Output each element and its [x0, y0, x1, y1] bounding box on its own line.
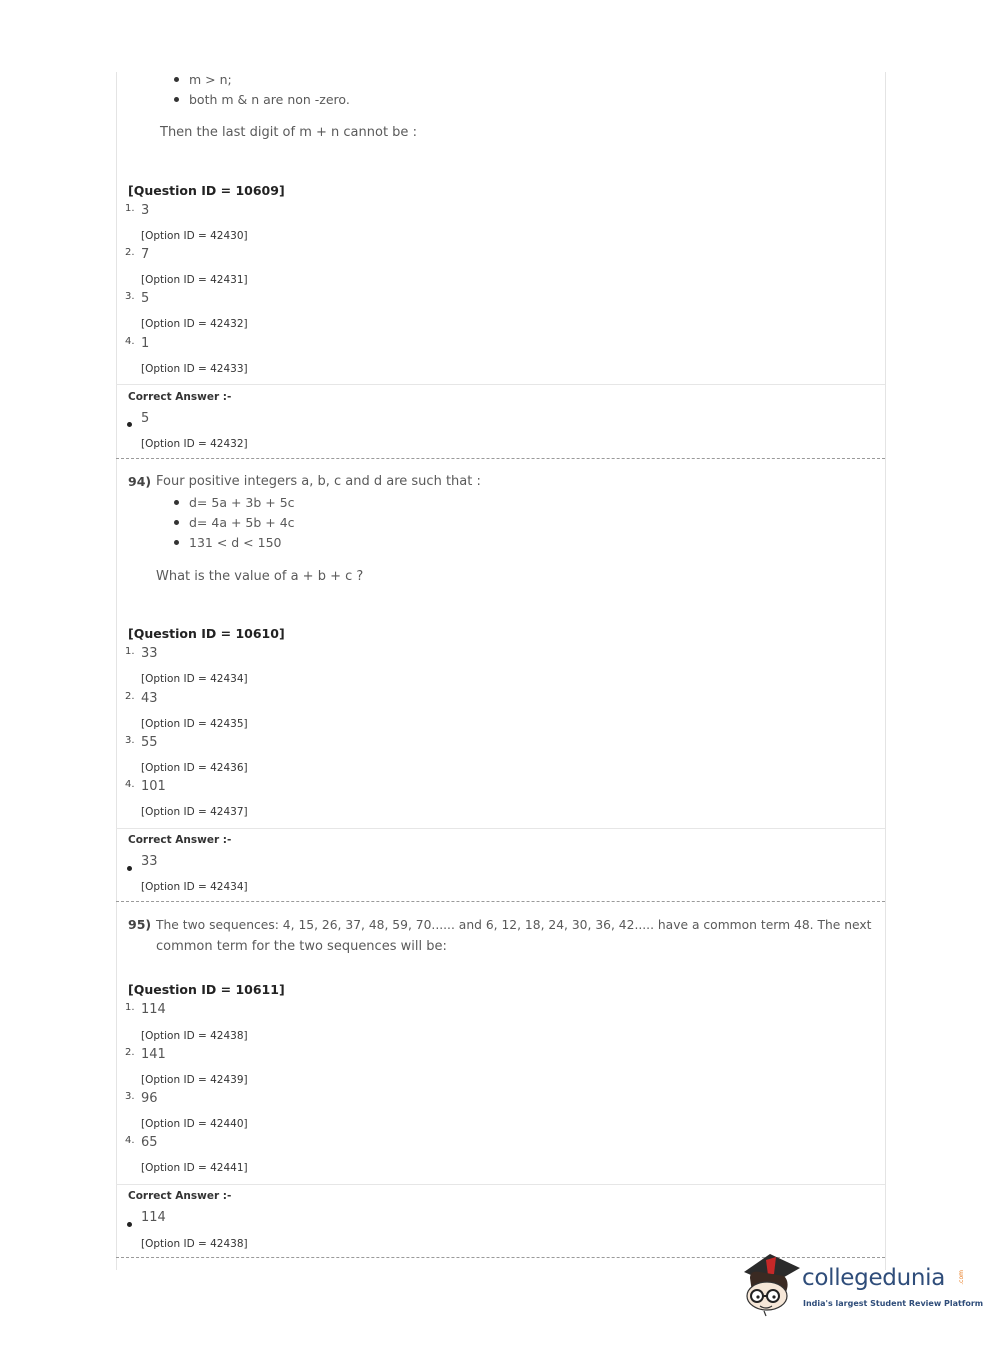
question-stem: The two sequences: 4, 15, 26, 37, 48, 59, 70...... and 6, 12, 18, 24, 30, 36, 42..... have a common term 48. The next [156, 918, 872, 932]
option-id: [Option ID = 42431] [141, 274, 248, 286]
option-value: 3 [141, 203, 150, 218]
option-number: 3. [125, 735, 135, 746]
option-id: [Option ID = 42441] [141, 1162, 248, 1174]
correct-answer-value: 33 [141, 854, 158, 869]
option-number: 4. [125, 779, 135, 790]
bullet-text: m > n; [189, 72, 232, 87]
option-number: 1. [125, 646, 135, 657]
answer-dot [127, 856, 132, 875]
option-number: 3. [125, 291, 135, 302]
option-number: 4. [125, 336, 135, 347]
option-number: 1. [125, 1002, 135, 1013]
correct-answer-value: 5 [141, 411, 150, 426]
question-stem-continued: common term for the two sequences will be: [156, 939, 447, 954]
option-id: [Option ID = 42432] [141, 318, 248, 330]
bullet-item [174, 72, 232, 87]
option-number: 2. [125, 1047, 135, 1058]
option-value: 1 [141, 336, 150, 351]
correct-answer-value: 114 [141, 1210, 166, 1225]
bullet-item [174, 515, 295, 530]
option-id: [Option ID = 42439] [141, 1074, 248, 1086]
question-id: [Question ID = 10611] [128, 982, 285, 997]
correct-option-id: [Option ID = 42432] [141, 438, 248, 450]
option-number: 1. [125, 203, 135, 214]
question-text: Then the last digit of m + n cannot be : [160, 125, 417, 140]
correct-answer-label: Correct Answer :- [128, 391, 232, 403]
bullet-item [174, 495, 295, 510]
option-value: 141 [141, 1047, 166, 1062]
bullet-dot [174, 540, 179, 545]
option-value: 96 [141, 1091, 158, 1106]
bullet-text: d= 5a + 3b + 5c [189, 495, 295, 510]
bullet-text: d= 4a + 5b + 4c [189, 515, 295, 530]
option-id: [Option ID = 42433] [141, 363, 248, 375]
question-separator [116, 901, 885, 902]
correct-answer-label: Correct Answer :- [128, 1190, 232, 1202]
question-separator [116, 458, 885, 459]
option-id: [Option ID = 42437] [141, 806, 248, 818]
bullet-text: 131 < d < 150 [189, 535, 282, 550]
correct-option-id: [Option ID = 42438] [141, 1238, 248, 1250]
option-id: [Option ID = 42440] [141, 1118, 248, 1130]
correct-option-id: [Option ID = 42434] [141, 881, 248, 893]
option-id: [Option ID = 42436] [141, 762, 248, 774]
question-number: 95) [128, 917, 152, 932]
bullet-dot [174, 97, 179, 102]
option-id: [Option ID = 42435] [141, 718, 248, 730]
option-id: [Option ID = 42434] [141, 673, 248, 685]
option-value: 101 [141, 779, 166, 794]
logo-tagline: India's largest Student Review Platform [803, 1299, 984, 1308]
answer-dot [127, 412, 132, 431]
option-value: 114 [141, 1002, 166, 1017]
bullet-dot [174, 500, 179, 505]
correct-answer-label: Correct Answer :- [128, 834, 232, 846]
question-text: What is the value of a + b + c ? [156, 569, 364, 584]
logo-wordmark: collegedunia [802, 1265, 946, 1291]
divider [116, 384, 885, 385]
question-id: [Question ID = 10610] [128, 626, 285, 641]
document-frame [116, 72, 886, 1270]
divider [116, 1184, 885, 1185]
option-value: 65 [141, 1135, 158, 1150]
option-number: 3. [125, 1091, 135, 1102]
option-value: 43 [141, 691, 158, 706]
option-number: 4. [125, 1135, 135, 1146]
option-value: 5 [141, 291, 150, 306]
bullet-dot [174, 77, 179, 82]
bullet-text: both m & n are non -zero. [189, 92, 350, 107]
bullet-dot [174, 520, 179, 525]
question-id: [Question ID = 10609] [128, 183, 285, 198]
option-value: 33 [141, 646, 158, 661]
question-stem: Four positive integers a, b, c and d are such that : [156, 474, 481, 489]
mascot-graduation-cap-icon [740, 1248, 800, 1318]
answer-dot [127, 1212, 132, 1231]
option-value: 55 [141, 735, 158, 750]
option-value: 7 [141, 247, 150, 262]
bullet-item [174, 92, 350, 107]
divider [116, 828, 885, 829]
option-number: 2. [125, 691, 135, 702]
question-number: 94) [128, 474, 152, 489]
option-id: [Option ID = 42430] [141, 230, 248, 242]
logo-com-suffix: .com [958, 1270, 965, 1285]
option-number: 2. [125, 247, 135, 258]
bullet-item [174, 535, 282, 550]
option-id: [Option ID = 42438] [141, 1030, 248, 1042]
